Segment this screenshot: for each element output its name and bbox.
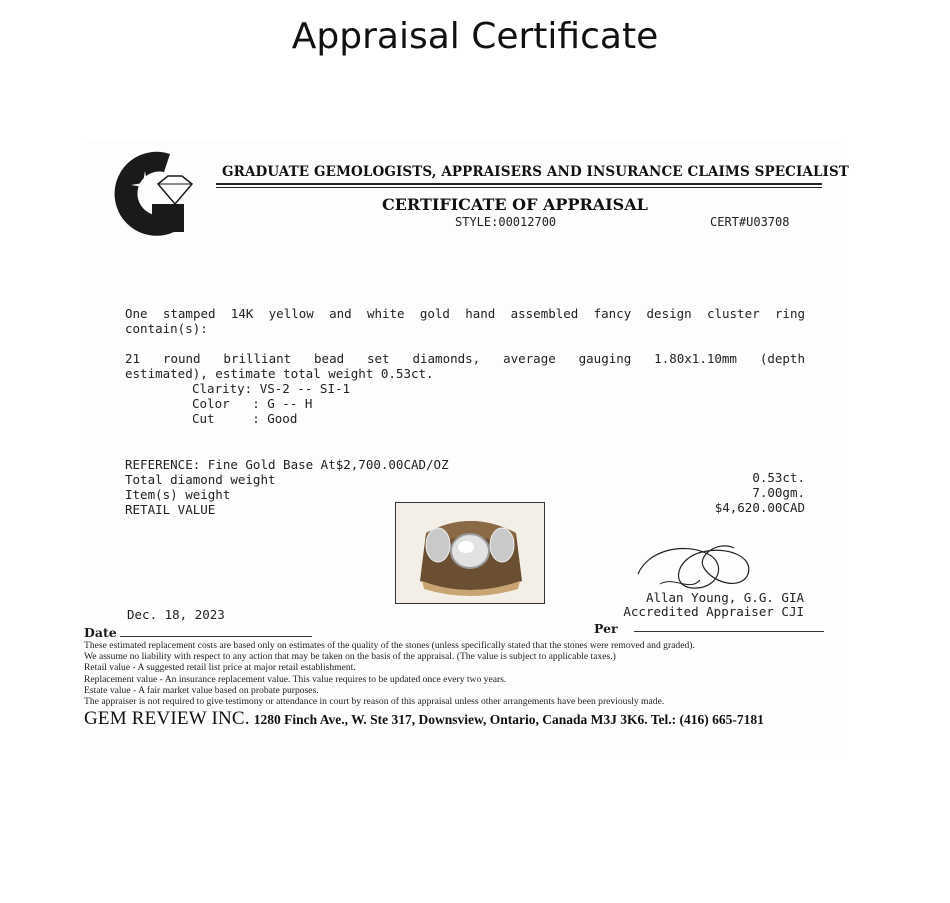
footer-address: 1280 Finch Ave., W. Ste 317, Downsview, Ontario, Canada M3J 3K6. Tel.: (416) 665-7181 [253,712,764,727]
appraisal-certificate [82,140,849,760]
item-description-cont: contain(s): [125,321,208,336]
reference-line: REFERENCE: Fine Gold Base At$2,700.00CAD/OZ [125,457,449,472]
appraiser-title: Accredited Appraiser CJI [623,604,804,619]
summary-value: 7.00gm. [752,485,805,500]
date-line [120,636,312,637]
appraiser-name: Allan Young, G.G. GIA [645,590,804,605]
summary-label: Item(s) weight [125,487,231,502]
ring-photo [395,502,545,604]
note-line: Replacement value - An insurance replacement value. This value requires to be updated once every two years. [84,673,507,685]
note-line: Estate value - A fair market value based on probate purposes. [84,684,319,696]
summary-label: Total diamond weight [125,472,276,487]
date-label: Date [84,625,117,640]
color-grade: Color : G -- H [192,396,313,411]
cut-grade: Cut : Good [192,411,298,426]
per-line [634,631,824,632]
item-description: One stamped 14K yellow and white gold hand assembled fancy design cluster ring [125,306,805,321]
disclaimer-notes [84,640,824,707]
summary-value: 0.53ct. [752,470,805,485]
retail-value: $4,620.00CAD [714,500,805,515]
note-line: We assume no liability with respect to any action that may be taken on the basis of the appraisal. (The value is subject to applicable taxes.) [84,651,616,663]
diamond-description: 21 round brilliant bead set diamonds, average gauging 1.80x1.10mm (depth [125,351,805,366]
note-line: Retail value - A suggested retail list price at major retail establishment. [84,662,356,674]
gem-logo-icon [108,146,198,238]
appraisal-date: Dec. 18, 2023 [127,607,225,622]
clarity-grade: Clarity: VS-2 -- SI-1 [192,381,351,396]
ring-image [396,503,544,603]
diamond-description-cont: estimated), estimate total weight 0.53ct. [125,366,434,381]
page-title: Appraisal Certificate [291,16,659,57]
header-rule-thin [216,187,822,188]
style-number: STYLE:00012700 [455,215,557,229]
footer-company: GEM REVIEW INC. [84,708,250,729]
header-rule [216,183,822,185]
company-header: GRADUATE GEMOLOGISTS, APPRAISERS AND INSURANCE CLAIMS SPECIALIST [222,164,849,180]
per-label: Per [594,621,618,636]
certificate-number: CERT#U03708 [710,215,790,229]
summary-label: RETAIL VALUE [125,502,216,517]
company-footer [84,708,764,730]
certificate-heading: CERTIFICATE OF APPRAISAL [382,195,648,214]
note-line: The appraiser is not required to give testimony or attendance in court by reason of this appraisal unless other arrangements have been previously made. [84,696,665,708]
note-line: These estimated replacement costs are based only on estimates of the quality of the stones (unless specifically stated that the stones were removed and graded). [84,640,695,651]
